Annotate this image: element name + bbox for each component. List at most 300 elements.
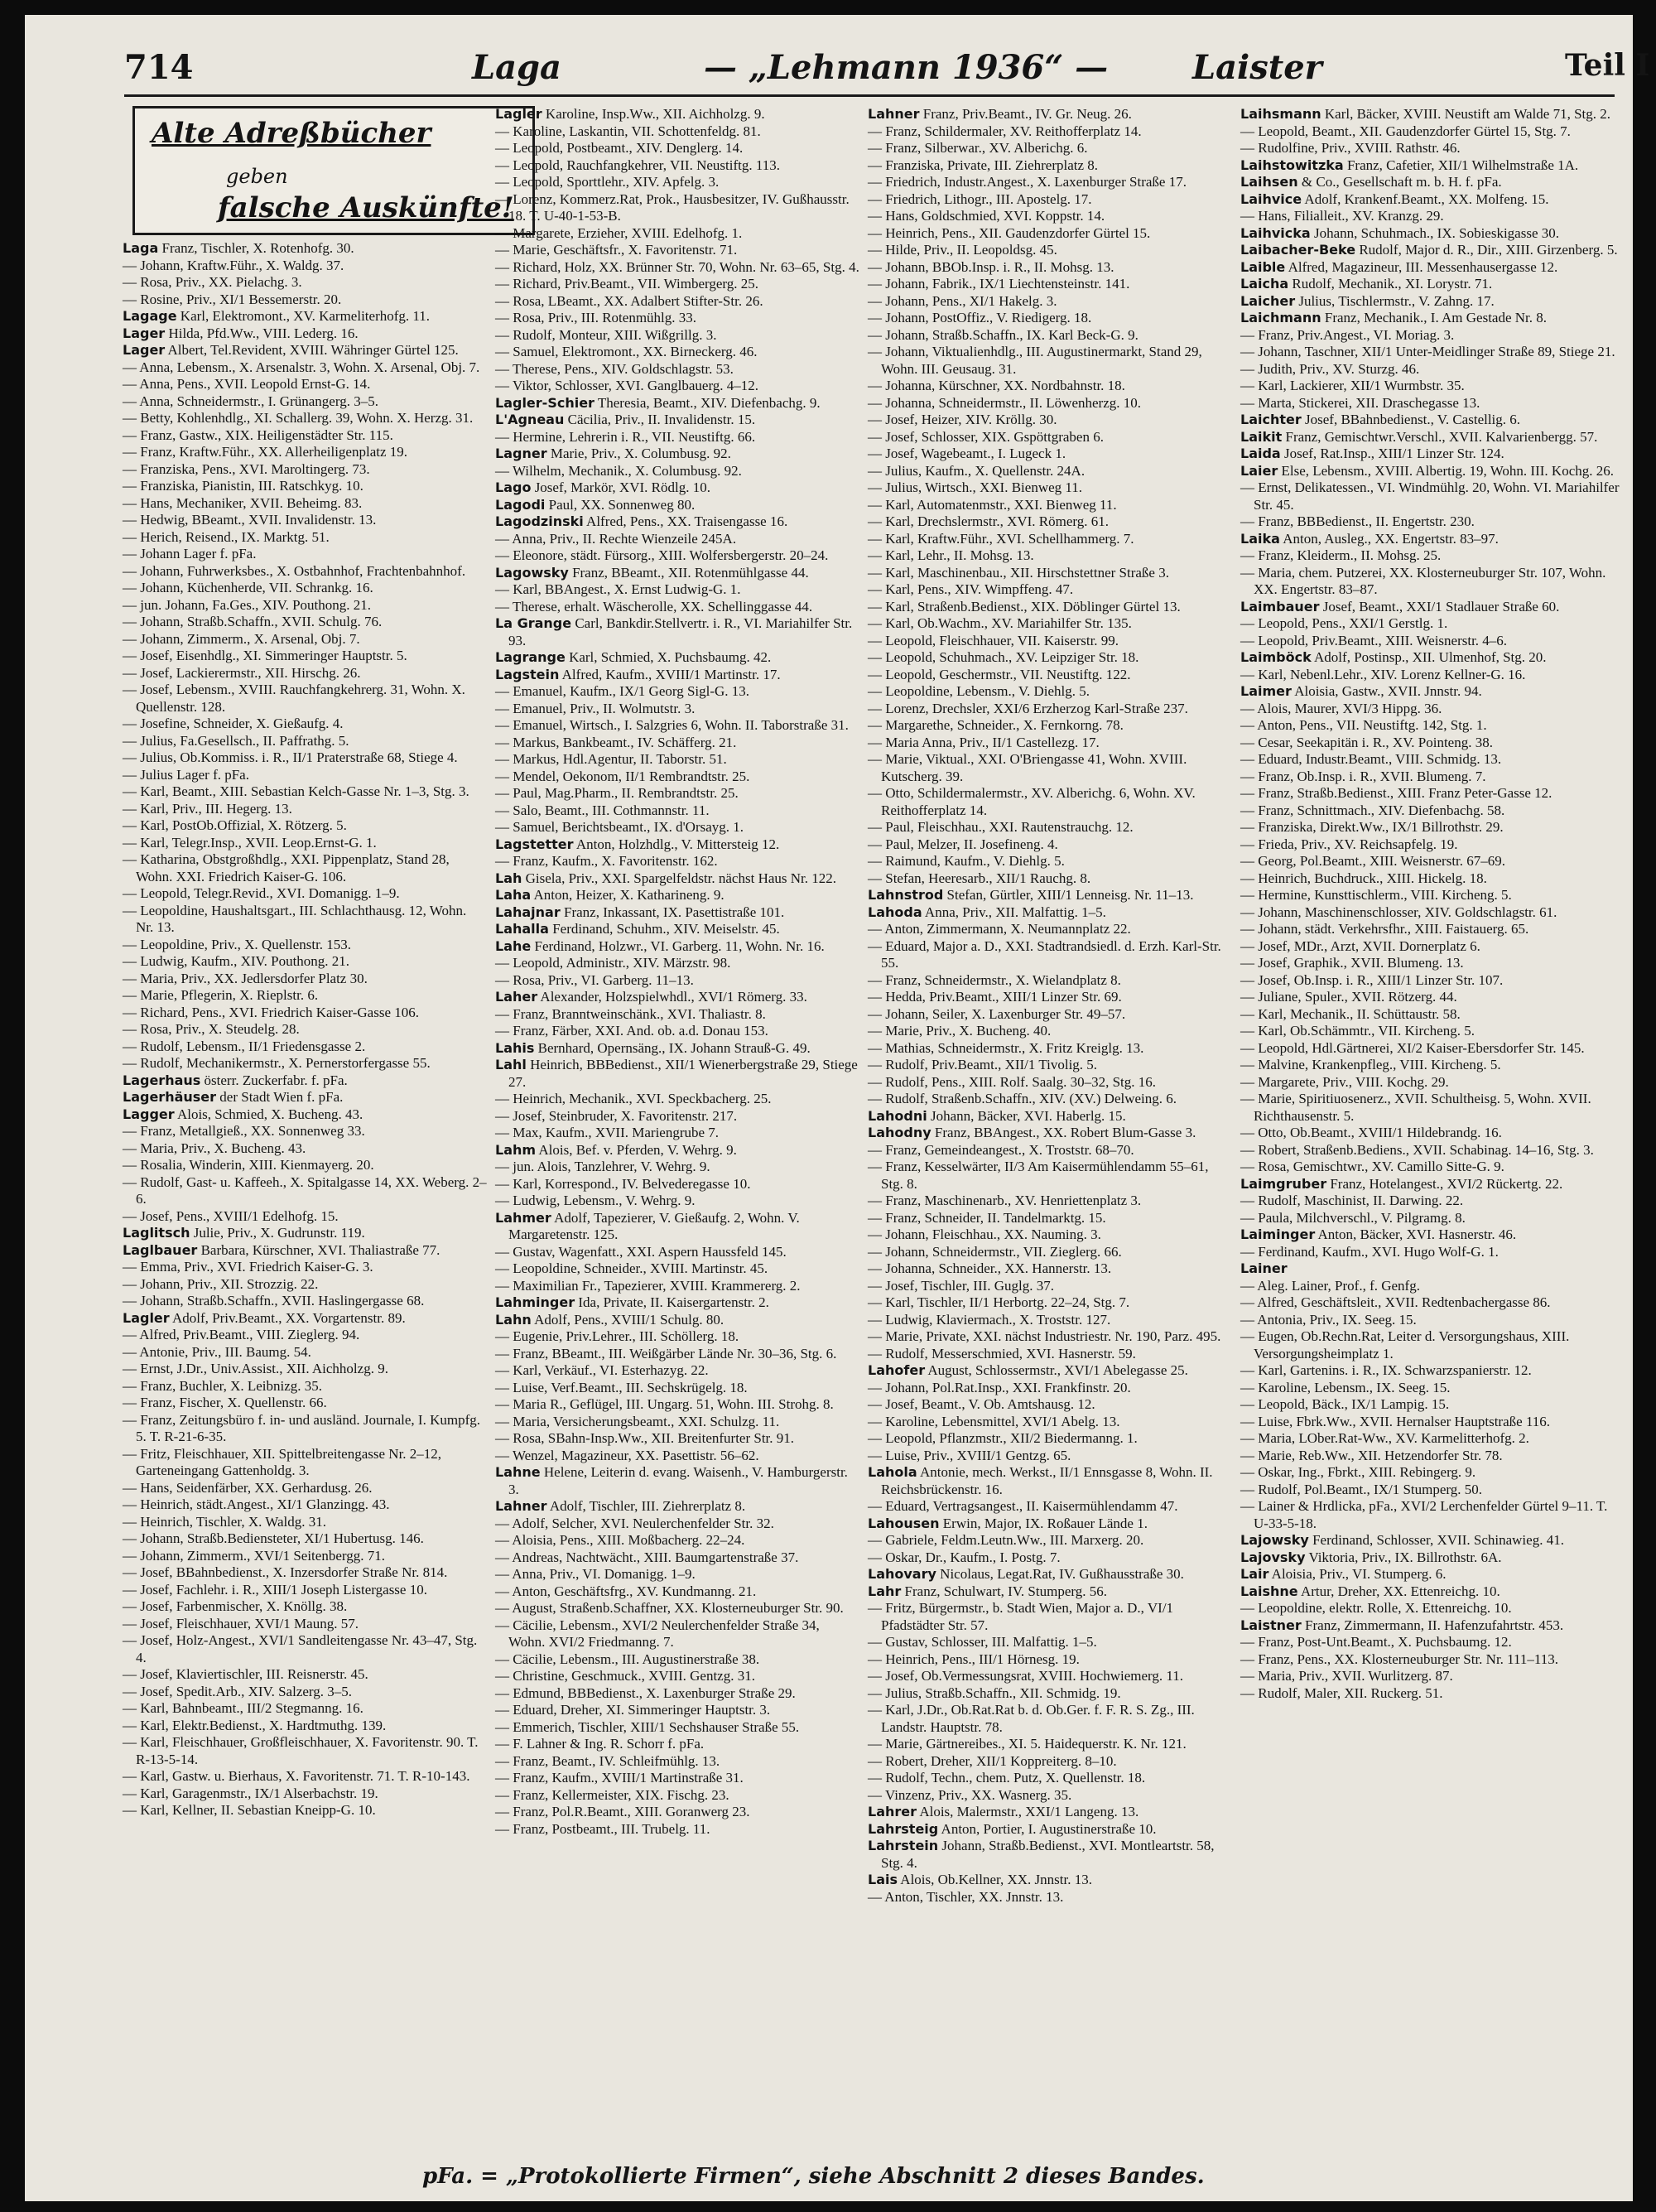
directory-column-2: [495, 106, 859, 2152]
directory-entry: — Karl, Garagenmstr., IX/1 Alserbachstr. 19.: [123, 1785, 378, 1801]
directory-entry: — Franz, Ob.Insp. i. R., XVII. Blumeng. 7.: [1240, 768, 1486, 784]
directory-entry: — Maria Anna, Priv., II/1 Castellezg. 17.: [868, 734, 1100, 750]
directory-entry: — F. Lahner & Ing. R. Schorr f. pFa.: [495, 1736, 705, 1752]
directory-entry: — Herich, Reisend., IX. Marktg. 51.: [123, 528, 330, 545]
directory-entry: — Johann, Pens., XI/1 Hakelg. 3.: [868, 292, 1057, 309]
directory-entry: — Franz, Postbeamt., III. Trubelg. 11.: [495, 1820, 710, 1837]
directory-entry: — Ernst, J.Dr., Univ.Assist., XII. Aichholzg. 9.: [123, 1361, 388, 1376]
directory-entry: — Josef, Schlosser, XIX. Gspöttgraben 6.: [868, 428, 1104, 445]
directory-entry: — Franz, Silberwar., XV. Alberichg. 6.: [868, 140, 1088, 156]
directory-entry: — Antonia, Priv., IX. Seeg. 15.: [1240, 1311, 1417, 1328]
header-first-entry: Laga: [472, 48, 561, 87]
directory-entry: — Karl, Korrespond., IV. Belvederegasse 10.: [495, 1175, 751, 1192]
directory-entry: — Oskar, Dr., Kaufm., I. Postg. 7.: [868, 1549, 1061, 1565]
directory-entry: — Julius, Ob.Kommiss. i. R., II/1 Praterstraße 68, Stiege 4.: [123, 749, 458, 765]
directory-entry: — Heinrich, Pens., III/1 Hörnesg. 19.: [868, 1651, 1080, 1667]
directory-entry: — Josef, Eisenhdlg., XI. Simmeringer Hauptstr. 5.: [123, 648, 407, 663]
directory-entry: Lagler Karoline, Insp.Ww., XII. Aichholzg. 9.: [495, 106, 765, 122]
directory-entry: — Fritz, Bürgermstr., b. Stadt Wien, Major a. D., VI/1 Pfadstädter Str. 57.: [868, 1600, 1174, 1633]
directory-entry: Lagler Adolf, Priv.Beamt., XX. Vorgartenstr. 89.: [123, 1309, 406, 1326]
directory-entry: Laikit Franz, Gemischtwr.Verschl., XVII. Kalvarienbergg. 57.: [1240, 428, 1598, 445]
directory-entry: — Marie, Viktual., XXI. O'Briengasse 41, Wohn. XVIII. Kutscherg. 39.: [868, 751, 1187, 784]
directory-entry: Laha Anton, Heizer, X. Katharineng. 9.: [495, 887, 724, 903]
directory-entry: — Johann, Fuhrwerksbes., X. Ostbahnhof, Frachtenbahnhof.: [123, 562, 466, 579]
directory-entry: — Franz, Kaufm., X. Favoritenstr. 162.: [495, 853, 718, 869]
directory-entry: — Franz, Schneider, II. Tandelmarktg. 15.: [868, 1209, 1106, 1226]
directory-entry: Lahodny Franz, BBAngest., XX. Robert Blum-Gasse 3.: [868, 1125, 1196, 1140]
directory-entry: — Hermine, Kunsttischlerm., VIII. Kircheng. 5.: [1240, 887, 1512, 903]
directory-entry: — Emanuel, Kaufm., IX/1 Georg Sigl-G. 13.: [495, 683, 750, 699]
directory-entry: — Karl, Automatenmstr., XXI. Bienweg 11.: [868, 496, 1117, 513]
directory-entry: — Eduard, Industr.Beamt., VIII. Schmidg. 13.: [1240, 751, 1502, 767]
directory-entry: — Karl, Lackierer, XII/1 Wurmbstr. 35.: [1240, 378, 1465, 393]
directory-entry: Lagerhäuser der Stadt Wien f. pFa.: [123, 1089, 344, 1105]
directory-entry: — Raimund, Kaufm., V. Diehlg. 5.: [868, 853, 1065, 869]
directory-entry: — Luise, Fbrk.Ww., XVII. Hernalser Hauptstraße 116.: [1240, 1413, 1551, 1429]
directory-entry: — Alois, Maurer, XVI/3 Hippg. 36.: [1240, 700, 1442, 716]
directory-entry: — Karl, Pens., XIV. Wimpffeng. 47.: [868, 581, 1074, 597]
directory-entry: — Richard, Holz, XX. Brünner Str. 70, Wohn. Nr. 63–65, Stg. 4.: [495, 258, 859, 275]
directory-entry: — Paul, Melzer, II. Josefineng. 4.: [868, 836, 1058, 852]
directory-entry: — Franz, BBeamt., III. Weißgärber Lände Nr. 30–36, Stg. 6.: [495, 1345, 837, 1361]
directory-entry: — Leopold, Priv.Beamt., XIII. Weisnerstr. 4–6.: [1240, 632, 1508, 648]
directory-entry: — Eduard, Vertragsangest., II. Kaisermühlendamm 47.: [868, 1498, 1178, 1514]
directory-entry: — Leopoldine, Haushaltsgart., III. Schlachthausg. 12, Wohn. Nr. 13.: [123, 902, 467, 935]
directory-entry: — Maria, LOber.Rat-Ww., XV. Karmelitterhofg. 2.: [1240, 1430, 1529, 1446]
directory-entry: Lahner Franz, Priv.Beamt., IV. Gr. Neug. 26.: [868, 106, 1132, 122]
directory-entry: — Leopoldine, Schneider., XVIII. Martinstr. 45.: [495, 1260, 768, 1276]
directory-entry: — Rudolf, Maler, XII. Ruckerg. 51.: [1240, 1684, 1443, 1701]
directory-entry: Lahmer Adolf, Tapezierer, V. Gießaufg. 2, Wohn. V. Margaretenstr. 125.: [495, 1209, 800, 1242]
directory-entry: Laimer Aloisia, Gastw., XVII. Jnnstr. 94.: [1240, 683, 1482, 699]
directory-entry: — Josef, BBahnbedienst., X. Inzersdorfer Straße Nr. 814.: [123, 1564, 448, 1580]
directory-entry: — Hans, Filialleit., XV. Kranzg. 29.: [1240, 208, 1444, 224]
directory-entry: — Rosa, Gemischtwr., XV. Camillo Sitte-G. 9.: [1240, 1159, 1504, 1174]
directory-entry: — Franz, BBBedienst., II. Engertstr. 230.: [1240, 513, 1475, 529]
directory-entry: — Gustav, Wagenfatt., XXI. Aspern Haussfeld 145.: [495, 1243, 787, 1260]
directory-entry: — Franz, Kesselwärter, II/3 Am Kaisermühlendamm 55–61, Stg. 8.: [868, 1159, 1209, 1192]
directory-entry: — Wilhelm, Mechanik., X. Columbusg. 92.: [495, 462, 742, 479]
directory-entry: — Josef, Lebensm., XVIII. Rauchfangkehrerg. 31, Wohn. X. Quellenstr. 128.: [123, 682, 465, 715]
directory-entry: — Hans, Seidenfärber, XX. Gerhardusg. 26.: [123, 1479, 373, 1496]
directory-entry: — Alfred, Geschäftsleit., XVII. Redtenbachergasse 86.: [1240, 1294, 1551, 1310]
directory-entry: — Johann, städt. Verkehrsfhr., XIII. Faistauerg. 65.: [1240, 921, 1529, 937]
directory-entry: — Hans, Goldschmied, XVI. Koppstr. 14.: [868, 208, 1105, 224]
directory-entry: — Johann, Fleischhau., XX. Nauming. 3.: [868, 1226, 1101, 1242]
directory-entry: — Stefan, Heeresarb., XII/1 Rauchg. 8.: [868, 870, 1091, 886]
directory-entry: — Karl, Straßenb.Bedienst., XIX. Döblinger Gürtel 13.: [868, 598, 1181, 614]
directory-entry: — Josef, Lackierermstr., XII. Hirschg. 26.: [123, 664, 361, 681]
directory-entry: — Gabriele, Feldm.Leutn.Ww., III. Marxerg. 20.: [868, 1532, 1144, 1548]
directory-entry: Laichmann Franz, Mechanik., I. Am Gestade Nr. 8.: [1240, 310, 1548, 325]
directory-entry: — Anna, Pens., XVII. Leopold Ernst-G. 14.: [123, 376, 371, 392]
directory-entry: — Johanna, Schneidermstr., II. Löwenherzg. 10.: [868, 394, 1141, 411]
advert-box: [132, 106, 535, 235]
directory-entry: Laida Josef, Rat.Insp., XIII/1 Linzer Str. 124.: [1240, 446, 1504, 461]
directory-entry: — Cäcilie, Lebensm., III. Augustinerstraße 38.: [495, 1651, 760, 1667]
directory-entry: — Malvine, Krankenpfleg., VIII. Kircheng. 5.: [1240, 1057, 1501, 1072]
directory-entry: — Cäcilie, Lebensm., XVI/2 Neulerchenfelder Straße 34, Wohn. XVI/2 Friedmanng. 7.: [495, 1617, 820, 1650]
directory-entry: — Franziska, Pianistin, III. Ratschkyg. 10.: [123, 478, 363, 494]
directory-entry: Laimbauer Josef, Beamt., XXI/1 Stadlauer Straße 60.: [1240, 598, 1560, 614]
directory-entry: — Rudolf, Priv.Beamt., XII/1 Tivolig. 5.: [868, 1057, 1098, 1072]
directory-entry: — Franz, Schneidermstr., X. Wielandplatz 8.: [868, 971, 1121, 988]
directory-entry: Laihstowitzka Franz, Cafetier, XII/1 Wilhelmstraße 1A.: [1240, 157, 1579, 173]
directory-entry: — Emmerich, Tischler, XIII/1 Sechshauser Straße 55.: [495, 1718, 800, 1735]
directory-entry: — Franz, Pens., XX. Klosterneuburger Str. Nr. 111–113.: [1240, 1651, 1559, 1667]
directory-column-3: [868, 106, 1232, 2152]
directory-entry: — Franz, Kleiderm., II. Mohsg. 25.: [1240, 547, 1442, 563]
directory-entry: — Leopold, Postbeamt., XIV. Denglerg. 14.: [495, 140, 744, 156]
directory-entry: — Karoline, Laskantin, VII. Schottenfeldg. 81.: [495, 123, 761, 139]
directory-entry: — Richard, Pens., XVI. Friedrich Kaiser-Gasse 106.: [123, 1004, 419, 1020]
directory-entry: Lagstein Alfred, Kaufm., XVIII/1 Martinstr. 17.: [495, 666, 781, 682]
directory-entry: — Franz, Gemeindeangest., X. Troststr. 68–70.: [868, 1141, 1134, 1158]
directory-entry: — Rudolf, Gast- u. Kaffeeh., X. Spitalgasse 14, XX. Weberg. 2–6.: [123, 1173, 487, 1207]
directory-entry: — Maria, Priv., X. Bucheng. 43.: [123, 1140, 306, 1156]
directory-entry: — Vinzenz, Priv., XX. Wasnerg. 35.: [868, 1786, 1072, 1803]
directory-entry: — Franz, Gastw., XIX. Heiligenstädter Str. 115.: [123, 426, 393, 443]
directory-entry: — Julius Lager f. pFa.: [123, 766, 249, 783]
directory-entry: — Karl, Gartenins. i. R., IX. Schwarzspanierstr. 12.: [1240, 1362, 1532, 1378]
directory-entry: Laimgruber Franz, Hotelangest., XVI/2 Rückertg. 22.: [1240, 1175, 1563, 1192]
directory-entry: — Wenzel, Magazineur, XX. Pasettistr. 56–62.: [495, 1447, 759, 1463]
directory-entry: — Franziska, Private, III. Ziehrerplatz 8.: [868, 157, 1099, 173]
directory-entry: — Rosalia, Winderin, XIII. Kienmayerg. 20.: [123, 1157, 374, 1173]
directory-entry: — Johann, Viktualienhdlg., III. Augustinermarkt, Stand 29, Wohn. III. Geusaug. 31.: [868, 344, 1202, 377]
directory-entry: Laihvice Adolf, Krankenf.Beamt., XX. Molfeng. 15.: [1240, 190, 1549, 207]
directory-entry: — Rudolf, Lebensm., II/1 Friedensgasse 2.: [123, 1038, 366, 1054]
directory-entry: — Marie, Geschäftsfr., X. Favoritenstr. 71.: [495, 242, 738, 258]
directory-entry: — Rudolf, Mechanikermstr., X. Pernerstorfergasse 55.: [123, 1055, 431, 1071]
directory-entry: — jun. Alois, Tanzlehrer, V. Wehrg. 9.: [495, 1159, 710, 1174]
directory-entry: — Leopold, Hdl.Gärtnerei, XI/2 Kaiser-Ebersdorfer Str. 145.: [1240, 1039, 1585, 1056]
directory-entry: — Rosa, Priv., III. Rotenmühlg. 33.: [495, 310, 697, 325]
directory-entry: — Karoline, Lebensm., IX. Seeg. 15.: [1240, 1379, 1451, 1395]
directory-entry: Laihsen & Co., Gesellschaft m. b. H. f. pFa.: [1240, 174, 1502, 190]
directory-entry: Laible Alfred, Magazineur, III. Messenhausergasse 12.: [1240, 258, 1558, 275]
directory-entry: Lajowsky Ferdinand, Schlosser, XVII. Schinawieg. 41.: [1240, 1532, 1564, 1548]
directory-entry: — Johann, Zimmerm., XVI/1 Seitenbergg. 71.: [123, 1547, 385, 1564]
directory-entry: — Karl, Telegr.Insp., XVII. Leop.Ernst-G. 1.: [123, 834, 377, 851]
directory-entry: — Oskar, Ing., Fbrkt., XIII. Rebingerg. 9.: [1240, 1464, 1476, 1480]
directory-entry: Lahajnar Franz, Inkassant, IX. Pasettistraße 101.: [495, 904, 785, 920]
directory-entry: — Maria, Priv., XX. Jedlersdorfer Platz 30.: [123, 970, 368, 986]
directory-entry: Laibacher-Beke Rudolf, Major d. R., Dir., XIII. Girzenberg. 5.: [1240, 242, 1618, 258]
directory-entry: — Franz, Buchler, X. Leibnizg. 35.: [123, 1377, 323, 1394]
directory-entry: — Anna, Lebensm., X. Arsenalstr. 3, Wohn. X. Arsenal, Obj. 7.: [123, 359, 480, 375]
directory-entry: — Franz, Priv.Angest., VI. Moriag. 3.: [1240, 326, 1455, 343]
directory-entry: — Karl, Verkäuf., VI. Esterhazyg. 22.: [495, 1362, 709, 1378]
directory-entry: — Josef, Wagebeamt., I. Lugeck 1.: [868, 446, 1066, 461]
directory-entry: — Friedrich, Lithogr., III. Apostelg. 17.: [868, 190, 1092, 207]
directory-entry: L'Agneau Cäcilia, Priv., II. Invalidenstr. 15.: [495, 412, 756, 427]
directory-entry: — Rosine, Priv., XI/1 Bessemerstr. 20.: [123, 291, 342, 307]
directory-entry: — Anton, Geschäftsfrg., XV. Kundmanng. 21.: [495, 1583, 757, 1599]
directory-entry: — Johann, Maschinenschlosser, XIV. Goldschlagstr. 61.: [1240, 904, 1557, 920]
page-header: [124, 48, 1650, 98]
directory-entry: Lago Josef, Markör, XVI. Rödlg. 10.: [495, 480, 710, 495]
directory-entry: — Karl, Priv., III. Hegerg. 13.: [123, 800, 292, 817]
directory-entry: — Leopold, Geschermstr., VII. Neustiftg. 122.: [868, 666, 1131, 682]
directory-entry: — Salo, Beamt., III. Cothmannstr. 11.: [495, 802, 710, 818]
directory-entry: — Franz, Pol.R.Beamt., XIII. Goranwerg 23.: [495, 1804, 750, 1819]
directory-entry: — Karoline, Lebensmittel, XVI/1 Abelg. 13.: [868, 1413, 1120, 1429]
directory-entry: — Franz, Kaufm., XVIII/1 Martinstraße 31.: [495, 1770, 744, 1786]
directory-entry: — Josef, Farbenmischer, X. Knöllg. 38.: [123, 1598, 348, 1614]
directory-entry: — Hedda, Priv.Beamt., XIII/1 Linzer Str. 69.: [868, 989, 1122, 1005]
directory-entry: Lahne Helene, Leiterin d. evang. Waisenh., V. Hamburgerstr. 3.: [495, 1464, 848, 1497]
directory-page: [25, 15, 1650, 2201]
directory-entry: — Franz, Schildermaler, XV. Reithofferplatz 14.: [868, 123, 1142, 139]
directory-entry: — Heinrich, Pens., XII. Gaudenzdorfer Gürtel 15.: [868, 224, 1151, 241]
directory-entry: Lahner Adolf, Tischler, III. Ziehrerplatz 8.: [495, 1498, 746, 1514]
directory-entry: — Julius, Wirtsch., XXI. Bienweg 11.: [868, 480, 1083, 495]
directory-entry: — Eugen, Ob.Rechn.Rat, Leiter d. Versorgungshaus, XIII. Versorgungsheimplatz 1.: [1240, 1328, 1570, 1361]
directory-entry: — Leopoldine, Lebensm., V. Diehlg. 5.: [868, 683, 1090, 699]
directory-entry: — Karl, Ob.Wachm., XV. Mariahilfer Str. 135.: [868, 615, 1132, 631]
directory-entry: — Hermine, Lehrerin i. R., VII. Neustiftg. 66.: [495, 428, 756, 445]
directory-entry: — Rudolf, Monteur, XIII. Wißgrillg. 3.: [495, 326, 717, 343]
directory-entry: — Fritz, Fleischhauer, XII. Spittelbreitengasse Nr. 2–12, Garteneingang Gattenholdg. 3.: [123, 1445, 442, 1478]
directory-entry: — Ernst, Delikatessen., VI. Windmühlg. 20, Wohn. VI. Mariahilfer Str. 45.: [1240, 480, 1620, 513]
directory-entry: — Mathias, Schneidermstr., X. Fritz Kreiglg. 13.: [868, 1039, 1144, 1056]
directory-entry: Laihvicka Johann, Schuhmach., IX. Sobieskigasse 30.: [1240, 224, 1560, 241]
directory-entry: — Otto, Schildermalermstr., XV. Alberichg. 6, Wohn. XV. Reithofferplatz 14.: [868, 785, 1196, 818]
directory-entry: Laika Anton, Ausleg., XX. Engertstr. 83–97.: [1240, 530, 1499, 547]
directory-entry: — Margarete, Priv., VIII. Kochg. 29.: [1240, 1073, 1449, 1090]
directory-entry: — Marie, Spiritiuosenerz., XVII. Schultheisg. 5, Wohn. XVII. Richthausenstr. 5.: [1240, 1091, 1591, 1124]
directory-entry: — Hilde, Priv., II. Leopoldsg. 45.: [868, 242, 1057, 258]
directory-entry: Lahnstrod Stefan, Gürtler, XIII/1 Lenneisg. Nr. 11–13.: [868, 887, 1194, 903]
directory-entry: — Betty, Kohlenhdlg., XI. Schallerg. 39, Wohn. X. Herzg. 31.: [123, 410, 474, 426]
directory-entry: Lager Hilda, Pfd.Ww., VIII. Lederg. 16.: [123, 325, 359, 341]
advert-line-1: Alte Adreßbücher: [152, 117, 431, 150]
directory-entry: — Karl, Drechslermstr., XVI. Römerg. 61.: [868, 513, 1109, 529]
directory-entry: Lahminger Ida, Private, II. Kaisergartenstr. 2.: [495, 1294, 769, 1310]
directory-entry: Lair Aloisia, Priv., VI. Stumperg. 6.: [1240, 1566, 1447, 1582]
directory-entry: — Johann, Küchenherde, VII. Schrankg. 16.: [123, 580, 373, 595]
directory-entry: — Max, Kaufm., XVII. Mariengrube 7.: [495, 1125, 720, 1140]
directory-entry: — Johann, Straßb.Bediensteter, XI/1 Hubertusg. 146.: [123, 1530, 424, 1546]
directory-entry: — Franz, Schnittmach., XIV. Diefenbachg. 58.: [1240, 802, 1505, 818]
directory-entry: Lagodi Paul, XX. Sonnenweg 80.: [495, 496, 696, 513]
directory-entry: — Franz, Beamt., IV. Schleifmühlg. 13.: [495, 1752, 720, 1769]
directory-entry: Lagowsky Franz, BBeamt., XII. Rotenmühlgasse 44.: [495, 564, 809, 581]
directory-entry: Lahrstein Johann, Straßb.Bedienst., XVI. Montleartstr. 58, Stg. 4.: [868, 1838, 1215, 1871]
directory-entry: — Johann, Taschner, XII/1 Unter-Meidlinger Straße 89, Stiege 21.: [1240, 344, 1615, 359]
directory-entry: — Emanuel, Priv., II. Wolmutstr. 3.: [495, 700, 696, 716]
directory-entry: — Cesar, Seekapitän i. R., XV. Pointeng. 38.: [1240, 734, 1493, 750]
directory-entry: — Johann, Straßb.Schaffn., XVII. Haslingergasse 68.: [123, 1293, 425, 1308]
directory-entry: — Leopold, Fleischhauer, VII. Kaiserstr. 99.: [868, 632, 1119, 648]
directory-entry: — Johann, Pol.Rat.Insp., XXI. Frankfinstr. 20.: [868, 1379, 1131, 1395]
directory-entry: — Rosa, Priv., X. Steudelg. 28.: [123, 1021, 300, 1037]
directory-entry: — Josef, Ob.Insp. i. R., XIII/1 Linzer Str. 107.: [1240, 971, 1504, 988]
directory-entry: — Julius, Kaufm., X. Quellenstr. 24A.: [868, 462, 1086, 479]
directory-entry: — Rudolf, Pol.Beamt., IX/1 Stumperg. 50.: [1240, 1481, 1482, 1497]
directory-entry: — Johann, PostOffiz., V. Riedigerg. 18.: [868, 310, 1092, 325]
directory-entry: Lais Alois, Ob.Kellner, XX. Jnnstr. 13.: [868, 1872, 1092, 1887]
directory-entry: — Julius, Fa.Gesellsch., II. Paffrathg. 5.: [123, 732, 349, 749]
directory-entry: — Anton, Pens., VII. Neustiftg. 142, Stg. 1.: [1240, 717, 1487, 733]
directory-entry: — Leopoldine, elektr. Rolle, X. Ettenreichg. 10.: [1240, 1600, 1512, 1616]
directory-entry: Lajovsky Viktoria, Priv., IX. Billrothstr. 6A.: [1240, 1549, 1502, 1565]
directory-entry: Laicher Julius, Tischlermstr., V. Zahng. 17.: [1240, 292, 1495, 309]
directory-entry: — Margarethe, Schneider., X. Fernkorng. 78.: [868, 717, 1124, 733]
directory-entry: — Rudolf, Pens., XIII. Rolf. Saalg. 30–32, Stg. 16.: [868, 1073, 1157, 1090]
directory-entry: — Johann, Straßb.Schaffn., IX. Karl Beck-G. 9.: [868, 326, 1138, 343]
directory-entry: — Marie, Gärtnereibes., XI. 5. Haidequerstr. K. Nr. 121.: [868, 1736, 1187, 1752]
directory-entry: — Marie, Reb.Ww., XII. Hetzendorfer Str. 78.: [1240, 1447, 1503, 1463]
directory-entry: — Lorenz, Drechsler, XXI/6 Erzherzog Karl-Straße 237.: [868, 700, 1188, 716]
directory-entry: — Katharina, Obstgroßhdlg., XXI. Pippenplatz, Stand 28, Wohn. XXI. Friedrich Kaiser-G. 106.: [123, 851, 450, 884]
directory-entry: — Hedwig, BBeamt., XVII. Invalidenstr. 13.: [123, 512, 377, 528]
directory-entry: La Grange Carl, Bankdir.Stellvertr. i. R., VI. Mariahilfer Str. 93.: [495, 615, 853, 648]
directory-entry: — Josef, Fachlehr. i. R., XIII/1 Joseph Listergasse 10.: [123, 1581, 427, 1598]
directory-entry: — Franz, Kellermeister, XIX. Fischg. 23.: [495, 1786, 729, 1803]
directory-entry: Lahola Antonie, mech. Werkst., II/1 Ennsgasse 8, Wohn. II. Reichsbrückenstr. 16.: [868, 1464, 1213, 1497]
directory-entry: Laier Else, Lebensm., XVIII. Albertig. 19, Wohn. III. Kochg. 26.: [1240, 462, 1614, 479]
directory-entry: — Juliane, Spuler., XVII. Rötzerg. 44.: [1240, 989, 1457, 1005]
directory-entry: Lahe Ferdinand, Holzwr., VI. Garberg. 11, Wohn. Nr. 16.: [495, 937, 825, 954]
directory-entry: — Anton, Zimmermann, X. Neumannplatz 22.: [868, 921, 1131, 937]
directory-entry: — Lainer & Hrdlicka, pFa., XVI/2 Lerchenfelder Gürtel 9–11. T. U-33-5-18.: [1240, 1498, 1608, 1531]
directory-entry: — Eugenie, Priv.Lehrer., III. Schöllerg. 18.: [495, 1328, 739, 1344]
directory-entry: Lahousen Erwin, Major, IX. Roßauer Lände 1.: [868, 1515, 1148, 1531]
directory-entry: — Ludwig, Lebensm., V. Wehrg. 9.: [495, 1193, 696, 1208]
directory-entry: — Johann, Fabrik., IX/1 Liechtensteinstr. 141.: [868, 276, 1130, 292]
directory-entry: — Josef, MDr., Arzt, XVII. Dornerplatz 6.: [1240, 937, 1480, 954]
directory-entry: — Leopold, Administr., XIV. Märzstr. 98.: [495, 955, 731, 971]
directory-entry: — Paul, Mag.Pharm., II. Rembrandtstr. 25.: [495, 785, 739, 801]
directory-entry: — Rosa, LBeamt., XX. Adalbert Stifter-Str. 26.: [495, 292, 763, 309]
directory-column-1: [123, 240, 487, 2145]
directory-entry: Laihsmann Karl, Bäcker, XVIII. Neustift am Walde 71, Stg. 2.: [1240, 106, 1610, 122]
directory-entry: — Ludwig, Kaufm., XIV. Pouthong. 21.: [123, 953, 350, 969]
directory-entry: Lah Gisela, Priv., XXI. Spargelfeldstr. nächst Haus Nr. 122.: [495, 870, 837, 886]
directory-entry: — Antonie, Priv., III. Baumg. 54.: [123, 1343, 311, 1360]
directory-entry: — Maria R., Geflügel, III. Ungarg. 51, Wohn. III. Strohg. 8.: [495, 1396, 834, 1412]
directory-entry: Lagger Alois, Schmied, X. Bucheng. 43.: [123, 1106, 363, 1122]
directory-entry: — Andreas, Nachtwächt., XIII. Baumgartenstraße 37.: [495, 1549, 799, 1565]
directory-entry: — Josef, Tischler, III. Guglg. 37.: [868, 1277, 1055, 1294]
directory-entry: — Eduard, Major a. D., XXI. Stadtrandsiedl. d. Erzh. Karl-Str. 55.: [868, 937, 1221, 971]
directory-entry: — Heinrich, Buchdruck., XIII. Hickelg. 18.: [1240, 870, 1487, 886]
directory-entry: — Heinrich, Mechanik., XVI. Speckbacherg. 25.: [495, 1091, 772, 1106]
directory-entry: — Eduard, Dreher, XI. Simmeringer Hauptstr. 3.: [495, 1702, 771, 1718]
directory-entry: Lahr Franz, Schulwart, IV. Stumperg. 56.: [868, 1583, 1107, 1599]
directory-entry: Laicha Rudolf, Mechanik., XI. Lorystr. 71.: [1240, 276, 1493, 292]
directory-entry: Laher Alexander, Holzspielwhdl., XVI/1 Römerg. 33.: [495, 989, 807, 1005]
directory-entry: — Anna, Priv., II. Rechte Wienzeile 245A.: [495, 530, 737, 547]
directory-entry: — Marie, Private, XXI. nächst Industriestr. Nr. 190, Parz. 495.: [868, 1328, 1221, 1344]
directory-column-4: [1240, 106, 1621, 2152]
directory-entry: — Rudolf, Maschinist, II. Darwing. 22.: [1240, 1193, 1464, 1208]
directory-entry: — Paula, Milchverschl., V. Pilgramg. 8.: [1240, 1209, 1466, 1226]
header-last-entry: Laister: [1192, 48, 1322, 87]
directory-entry: — Richard, Priv.Beamt., VII. Wimbergerg. 25.: [495, 276, 759, 292]
directory-entry: — Leopold, Schuhmach., XV. Leipziger Str. 18.: [868, 649, 1139, 665]
directory-entry: — Karl, Beamt., XIII. Sebastian Kelch-Gasse Nr. 1–3, Stg. 3.: [123, 783, 469, 799]
directory-entry: — Karl, Mechanik., II. Schüttaustr. 58.: [1240, 1005, 1461, 1022]
directory-entry: — Judith, Priv., XV. Sturzg. 46.: [1240, 360, 1420, 377]
directory-entry: — Rudolf, Straßenb.Schaffn., XIV. (XV.) Delweing. 6.: [868, 1091, 1177, 1106]
directory-entry: — Ludwig, Klaviermach., X. Troststr. 127.: [868, 1311, 1111, 1328]
directory-entry: — August, Straßenb.Schaffner, XX. Klosterneuburger Str. 90.: [495, 1600, 844, 1616]
directory-entry: — Johann, Seiler, X. Laxenburger Str. 49–57.: [868, 1005, 1126, 1022]
directory-entry: — Frieda, Priv., XV. Reichsapfelg. 19.: [1240, 836, 1458, 852]
header-title: — „Lehmann 1936“ —: [704, 48, 1109, 87]
directory-entry: — Rudolfine, Priv., XVIII. Rathstr. 46.: [1240, 140, 1461, 156]
directory-entry: — Karl, Tischler, II/1 Herbortg. 22–24, Stg. 7.: [868, 1294, 1130, 1310]
directory-entry: — Maria, Priv., XVII. Wurlitzerg. 87.: [1240, 1668, 1453, 1684]
directory-entry: — Friedrich, Industr.Angest., X. Laxenburger Straße 17.: [868, 174, 1187, 190]
directory-entry: — Leopold, Bäck., IX/1 Lampig. 15.: [1240, 1396, 1450, 1412]
directory-entry: — Leopold, Beamt., XII. Gaudenzdorfer Gürtel 15, Stg. 7.: [1240, 123, 1571, 139]
directory-entry: — Samuel, Elektromont., XX. Birneckerg. 46.: [495, 344, 758, 359]
directory-entry: Laimböck Adolf, Postinsp., XII. Ulmenhof, Stg. 20.: [1240, 649, 1547, 665]
directory-entry: — Leopold, Telegr.Revid., XVI. Domanigg. 1–9.: [123, 885, 400, 901]
directory-entry: — Georg, Pol.Beamt., XIII. Weisnerstr. 67–69.: [1240, 853, 1506, 869]
directory-entry: Lagstetter Anton, Holzhdlg., V. Mittersteig 12.: [495, 836, 780, 852]
directory-entry: Laglbauer Barbara, Kürschner, XVI. Thaliastraße 77.: [123, 1241, 440, 1258]
directory-entry: — Luise, Priv., XVIII/1 Gentzg. 65.: [868, 1447, 1071, 1463]
directory-entry: — Markus, Hdl.Agentur, II. Taborstr. 51.: [495, 751, 727, 767]
directory-entry: — Maximilian Fr., Tapezierer, XVIII. Krammererg. 2.: [495, 1277, 801, 1294]
directory-entry: Lagler-Schier Theresia, Beamt., XIV. Diefenbachg. 9.: [495, 394, 821, 411]
page-number: 714: [124, 48, 194, 87]
directory-entry: Lagage Karl, Elektromont., XV. Karmeliterhofg. 11.: [123, 308, 431, 324]
directory-entry: Laiminger Anton, Bäcker, XVI. Hasnerstr. 46.: [1240, 1226, 1517, 1242]
directory-entry: — Robert, Dreher, XII/1 Koppreiterg. 8–10.: [868, 1752, 1117, 1769]
directory-entry: Lagodzinski Alfred, Pens., XX. Traisengasse 16.: [495, 513, 788, 529]
directory-entry: Laishne Artur, Dreher, XX. Ettenreichg. 10.: [1240, 1583, 1500, 1599]
directory-entry: — Franz, Zeitungsbüro f. in- und ausländ. Journale, I. Kumpfg. 5. T. R-21-6-35.: [123, 1411, 480, 1444]
directory-entry: — Mendel, Oekonom, II/1 Rembrandtstr. 25.: [495, 768, 750, 784]
directory-entry: — Rosa, SBahn-Insp.Ww., XII. Breitenfurter Str. 91.: [495, 1430, 795, 1446]
directory-entry: — Josef, Spedit.Arb., XIV. Salzerg. 3–5.: [123, 1683, 353, 1699]
directory-entry: — Karl, Elektr.Bedienst., X. Hardtmuthg. 139.: [123, 1717, 387, 1733]
directory-entry: — Josef, Pens., XVIII/1 Edelhofg. 15.: [123, 1207, 339, 1224]
directory-entry: — Leopold, Rauchfangkehrer, VII. Neustiftg. 113.: [495, 157, 780, 173]
directory-entry: — Josef, Graphik., XVII. Blumeng. 13.: [1240, 955, 1464, 971]
directory-entry: Lahofer August, Schlossermstr., XVI/1 Abelegasse 25.: [868, 1362, 1188, 1378]
directory-entry: — Franz, Fischer, X. Quellenstr. 66.: [123, 1395, 327, 1410]
directory-entry: Lainer: [1240, 1260, 1288, 1276]
directory-entry: — Josef, Ob.Vermessungsrat, XVIII. Hochwiemerg. 11.: [868, 1668, 1184, 1684]
directory-entry: — Therese, erhalt. Wäscherolle, XX. Schellinggasse 44.: [495, 598, 813, 614]
directory-entry: — Karl, Maschinenbau., XII. Hirschstettner Straße 3.: [868, 564, 1169, 581]
directory-entry: Lahrsteig Anton, Portier, I. Augustinerstraße 10.: [868, 1820, 1157, 1837]
directory-entry: Laga Franz, Tischler, X. Rotenhofg. 30.: [123, 240, 354, 256]
directory-entry: — Maria, Versicherungsbeamt., XXI. Schulzg. 11.: [495, 1413, 780, 1429]
directory-entry: Lahalla Ferdinand, Schuhm., XIV. Meiselstr. 45.: [495, 921, 780, 937]
directory-entry: — Franz, Post-Unt.Beamt., X. Puchsbaumg. 12.: [1240, 1634, 1512, 1650]
header-part: Teil I: [1565, 48, 1650, 83]
directory-entry: — Karl, J.Dr., Ob.Rat.Rat b. d. Ob.Ger. f. F. R. S. Zg., III. Landstr. Hauptstr. 78.: [868, 1702, 1195, 1735]
directory-entry: — Lorenz, Kommerz.Rat, Prok., Hausbesitzer, IV. Gußhausstr. 18. T. U-40-1-53-B.: [495, 190, 850, 224]
directory-entry: — Franziska, Direkt.Ww., IX/1 Billrothstr. 29.: [1240, 819, 1504, 835]
directory-entry: — Karl, Fleischhauer, Großfleischhauer, X. Favoritenstr. 90. T. R-13-5-14.: [123, 1734, 479, 1767]
directory-entry: Lager Albert, Tel.Revident, XVIII. Währinger Gürtel 125.: [123, 342, 459, 358]
directory-entry: — Aleg. Lainer, Prof., f. Genfg.: [1240, 1277, 1420, 1294]
directory-entry: — Johann, Schneidermstr., VII. Zieglerg. 66.: [868, 1243, 1122, 1260]
directory-entry: — Johann Lager f. pFa.: [123, 546, 257, 561]
directory-entry: — Josefine, Schneider, X. Gießaufg. 4.: [123, 716, 344, 731]
directory-entry: — Josef, Heizer, XIV. Kröllg. 30.: [868, 412, 1057, 427]
directory-entry: — Aloisia, Pens., XIII. Moßbacherg. 22–24.: [495, 1532, 745, 1548]
